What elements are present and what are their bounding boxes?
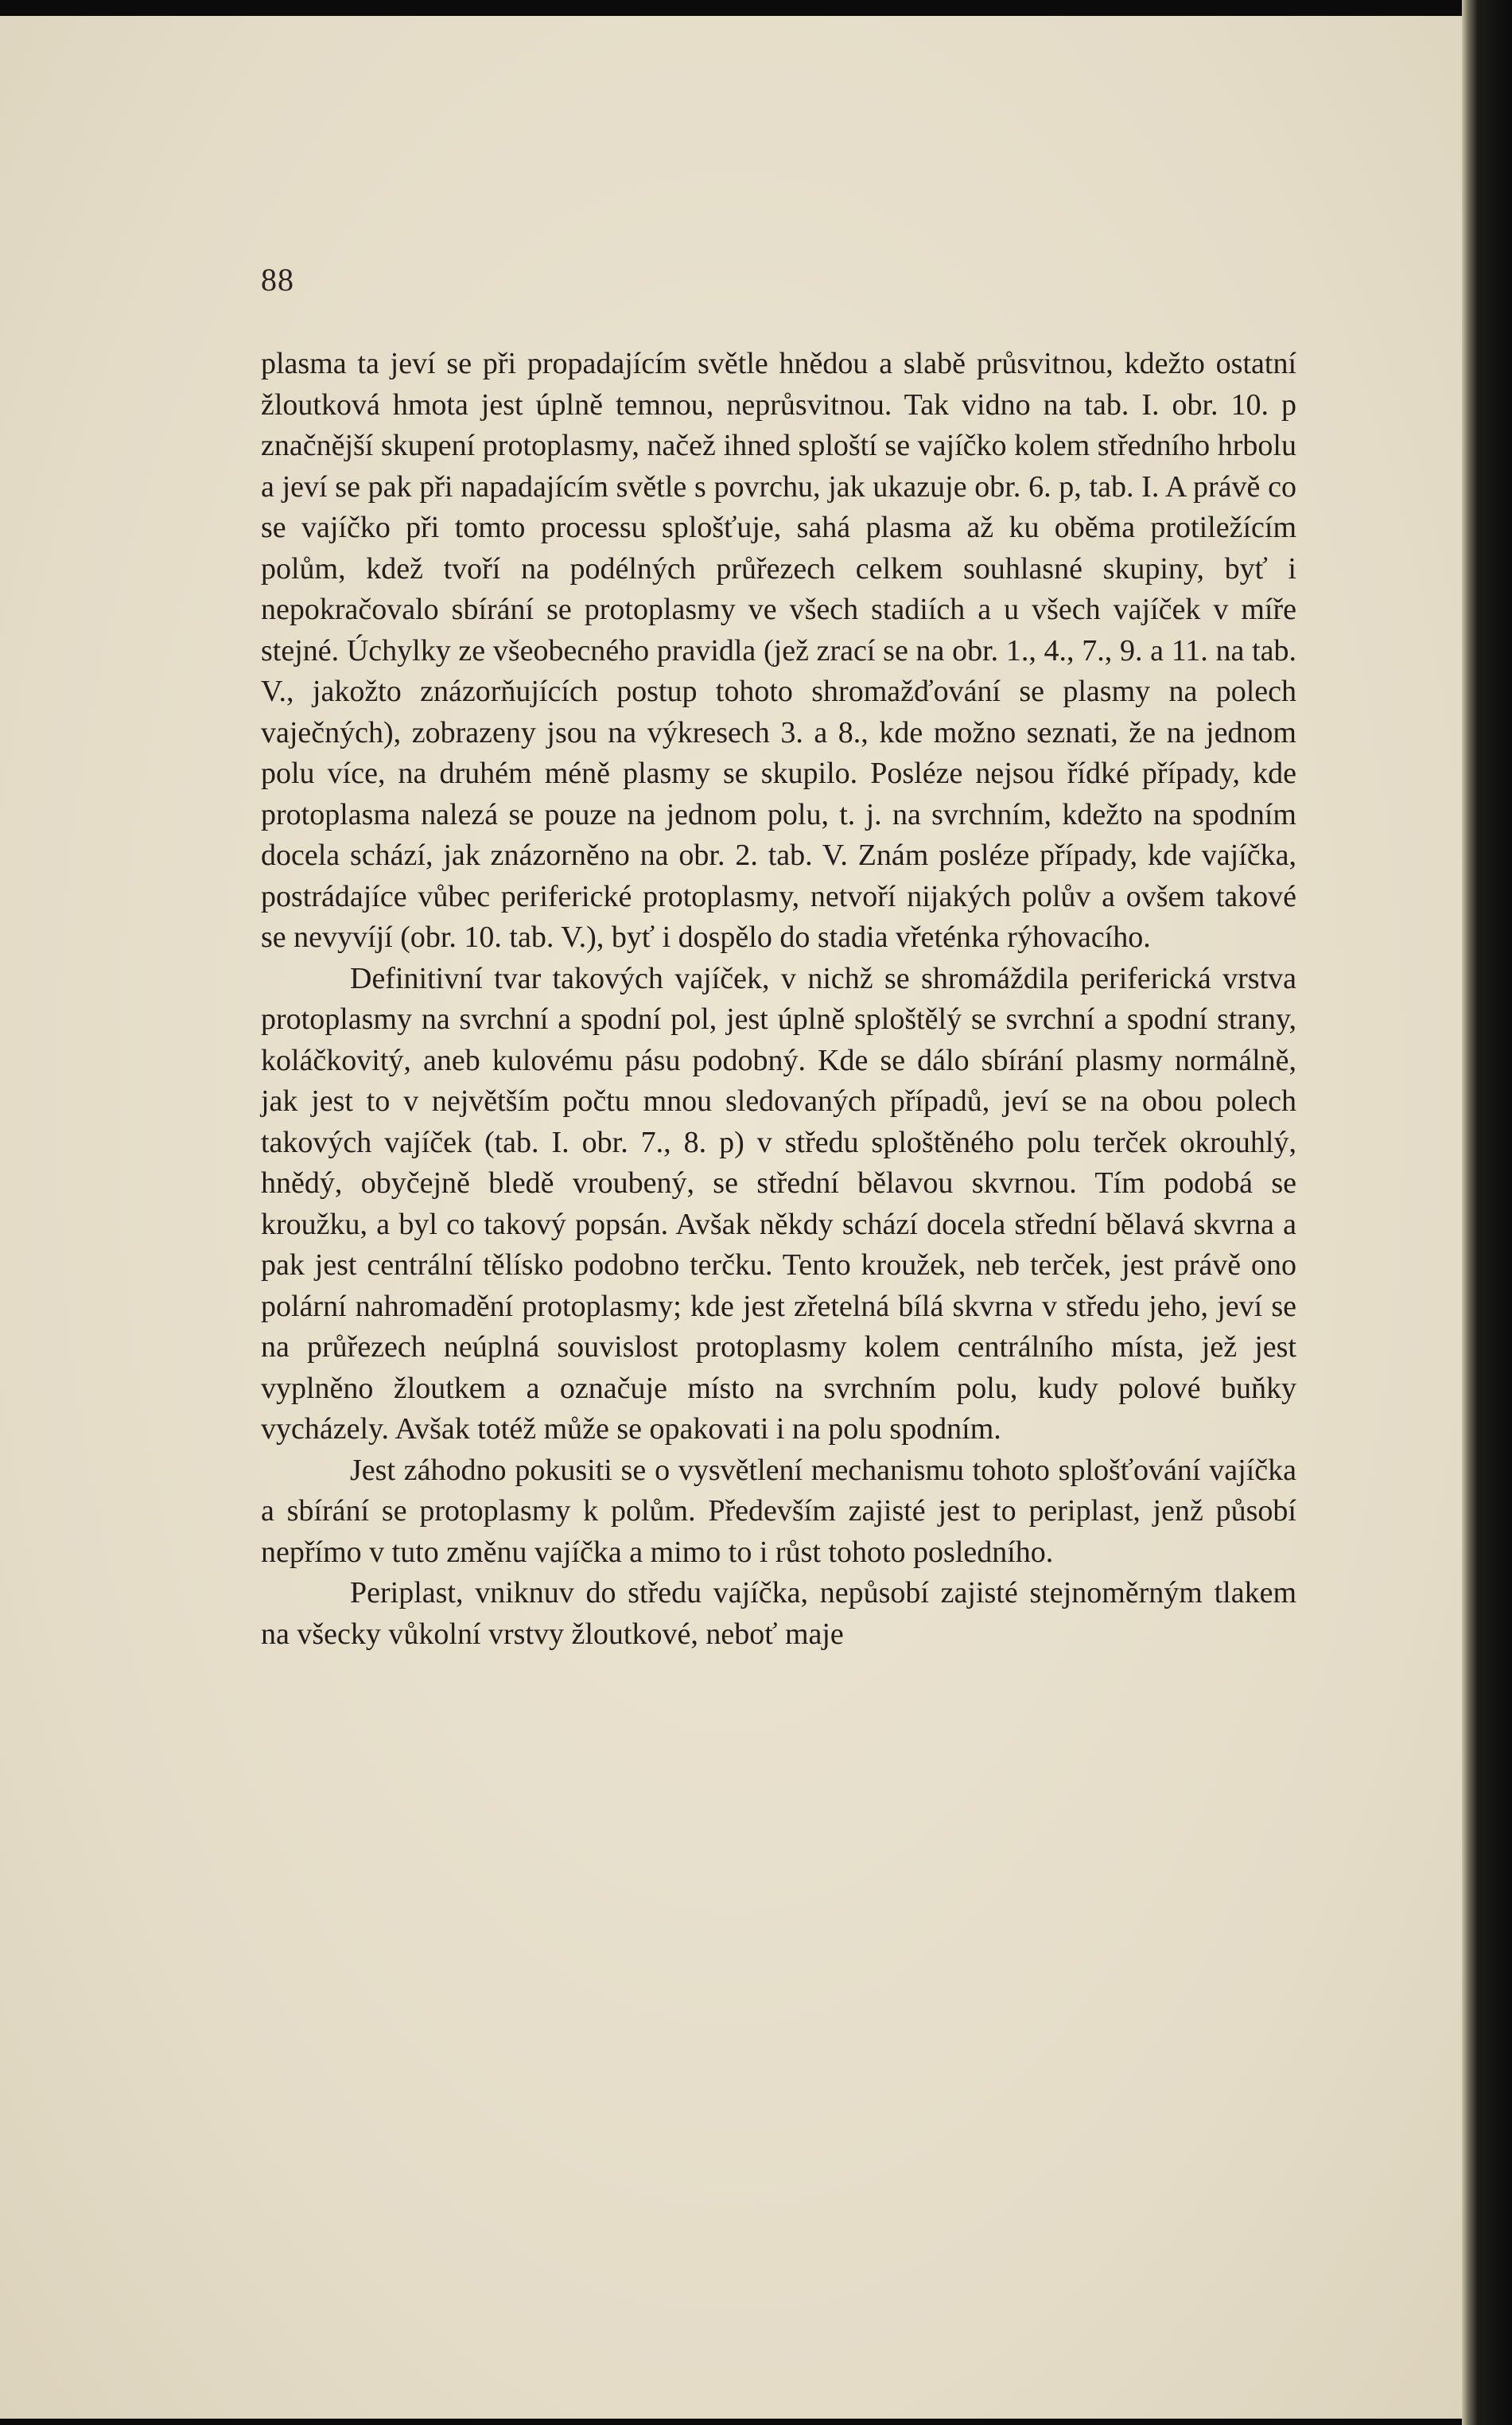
paragraph-3: Jest záhodno pokusiti se o vysvětlení mechanismu tohoto splošťování vajíčka a sbírání se protoplasmy k polům. Především zajisté jest to periplast, jenž působí nepřímo v tuto změnu vajíčka a mimo to i růst tohoto posledního. bbox=[261, 1453, 1296, 1569]
page-number: 88 bbox=[261, 262, 294, 298]
paper-sheet bbox=[0, 16, 1462, 2419]
paragraph-2: Definitivní tvar takových vajíček, v nichž se shromáždila periferická vrstva protoplasmy na svrchní a spodní pol, jest úplně sploštělý se svrchní a spodní strany, koláčkovitý, aneb kulovému pásu podobný. Kde se dálo sbírání plasmy normálně, jak jest to v největším počtu mnou sledovaných případů, jeví se na obou polech takových vajíček (tab. I. obr. 7., 8. p) v středu sploštěného polu terček okrouhlý, hnědý, obyčejně bledě vroubený, se střední bělavou skvrnou. Tím podobá se kroužku, a byl co takový popsán. Avšak někdy schází docela střední bělavá skvrna a pak jest centrální tělísko podobno terčku. Tento kroužek, neb terček, jest právě ono polární nahromadění protoplasmy; kde jest zřetelná bílá skvrna v středu jeho, jeví se na průřezech neúplná souvislost protoplasmy kolem centrálního místa, jež jest vyplněno žloutkem a označuje místo na svrchním polu, kudy polové buňky vycházely. Avšak totéž může se opakovati i na polu spodním. bbox=[261, 961, 1296, 1446]
body-text bbox=[261, 344, 1296, 1655]
paragraph-4: Periplast, vniknuv do středu vajíčka, nepůsobí zajisté stejnoměrným tlakem na všecky vůkolní vrstvy žloutkové, neboť maje bbox=[261, 1576, 1296, 1651]
paragraph-1: plasma ta jeví se při propadajícím světle hnědou a slabě průsvitnou, kdežto ostatní žloutková hmota jest úplně temnou, neprůsvitnou. Tak vidno na tab. I. obr. 10. p značnější skupení protoplasmy, načež ihned sploští se vajíčko kolem středního hrbolu a jeví se pak při napadajícím světle s povrchu, jak ukazuje obr. 6. p, tab. I. A právě co se vajíčko při tomto processu splošťuje, sahá plasma až ku oběma protiležícím polům, kdež tvoří na podélných průřezech celkem souhlasné skupiny, byť i nepokračovalo sbírání se protoplasmy ve všech stadiích a u všech vajíček v míře stejné. Úchylky ze všeobecného pravidla (jež zrací se na obr. 1., 4., 7., 9. a 11. na tab. V., jakožto znázorňujících postup tohoto shromažďování se plasmy na polech vaječných), zobrazeny jsou na výkresech 3. a 8., kde možno seznati, že na jednom polu více, na druhém méně plasmy se skupilo. Posléze nejsou řídké případy, kde protoplasma nalezá se pouze na jednom polu, t. j. na svrchním, kdežto na spodním docela schází, jak znázorněno na obr. 2. tab. V. Znám posléze případy, kde vajíčka, postrádajíce vůbec periferické protoplasmy, netvoří nijakých polův a ovšem takové se nevyvíjí (obr. 10. tab. V.), byť i dospělo do stadia vřeténka rýhovacího. bbox=[261, 347, 1296, 954]
book-spine-shadow bbox=[1462, 0, 1512, 2425]
